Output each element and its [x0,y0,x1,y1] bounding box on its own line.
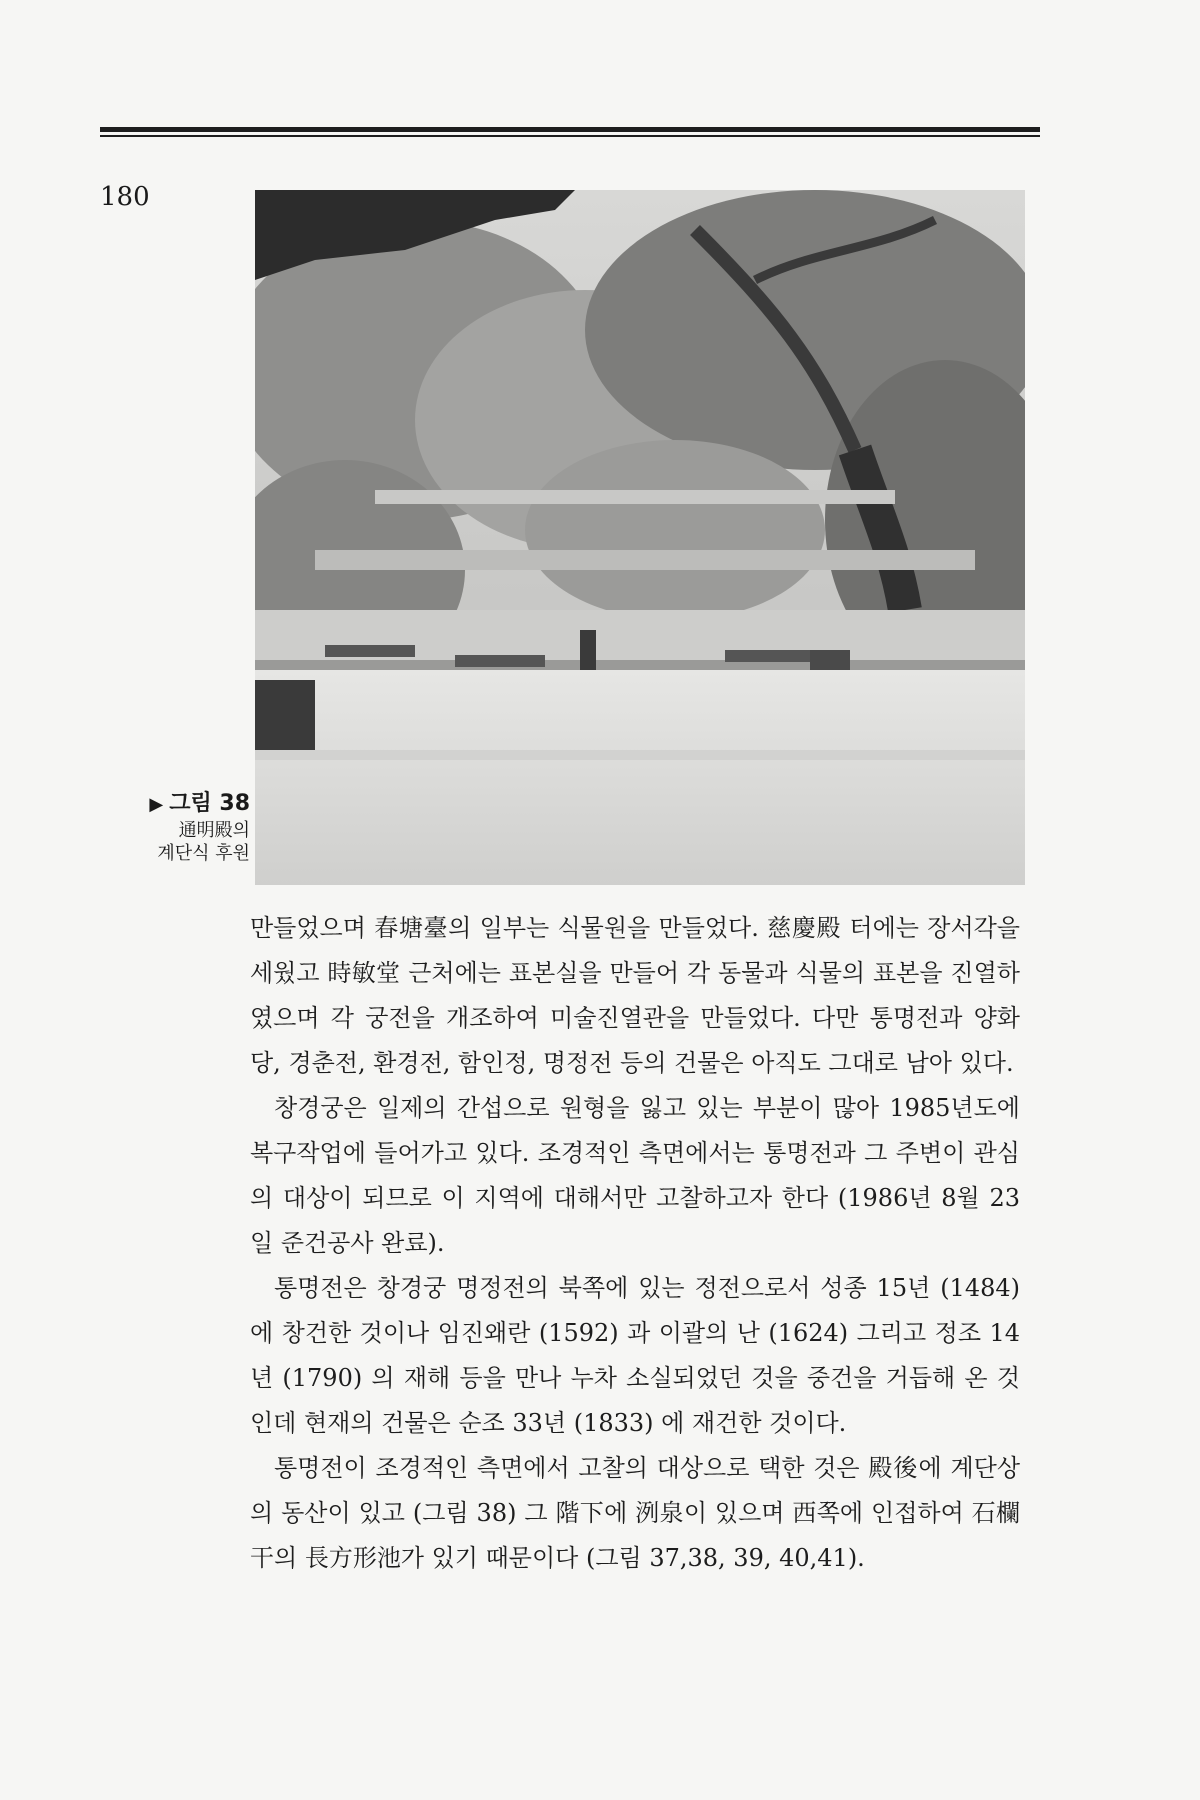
header-rule [100,127,1040,137]
figure-caption [100,790,250,865]
caption-line-1: 通明殿의 [178,819,250,841]
paragraph: 창경궁은 일제의 간섭으로 원형을 잃고 있는 부분이 많아 1985년도에 복구작업에 들어가고 있다. 조경적인 측면에서는 통명전과 그 주변이 관심의 대상이 되므로 이 지역에 대해서만 고찰하고자 한다 (1986년 8월 23일 준건공사 완료). [250,1094,1020,1257]
body-text [250,906,1020,1581]
garden-photo-image [255,190,1025,885]
paragraph: 통명전은 창경궁 명정전의 북쪽에 있는 정전으로서 성종 15년 (1484) 에 창건한 것이나 임진왜란 (1592) 과 이괄의 난 (1624) 그리고 정조 14년 (1790) 의 재해 등을 만나 누차 소실되었던 것을 중건을 거듭해 온 것인데 현재의 건물은 순조 33년 (1833) 에 재건한 것이다. [250,1274,1020,1437]
paragraph: 만들었으며 春塘臺의 일부는 식물원을 만들었다. 慈慶殿 터에는 장서각을 세웠고 時敏堂 근처에는 표본실을 만들어 각 동물과 식물의 표본을 진열하였으며 각 궁전을 개조하여 미술진열관을 만들었다. 다만 통명전과 양화당, 경춘전, 환경전, 함인정, 명정전 등의 건물은 아직도 그대로 남아 있다. [250,914,1020,1077]
figure-photo [255,190,1025,885]
paragraph: 통명전이 조경적인 측면에서 고찰의 대상으로 택한 것은 殿後에 계단상의 동산이 있고 (그림 38) 그 階下에 洌泉이 있으며 西쪽에 인접하여 石欄干의 長方形池가 있기 때문이다 (그림 37,38, 39, 40,41). [250,1454,1020,1572]
triangle-right-icon: ▶ [149,794,164,815]
figure-label: ▶ 그림 38 [149,791,250,816]
page-number: 180 [100,182,150,212]
caption-line-2: 계단식 후원 [157,842,250,864]
